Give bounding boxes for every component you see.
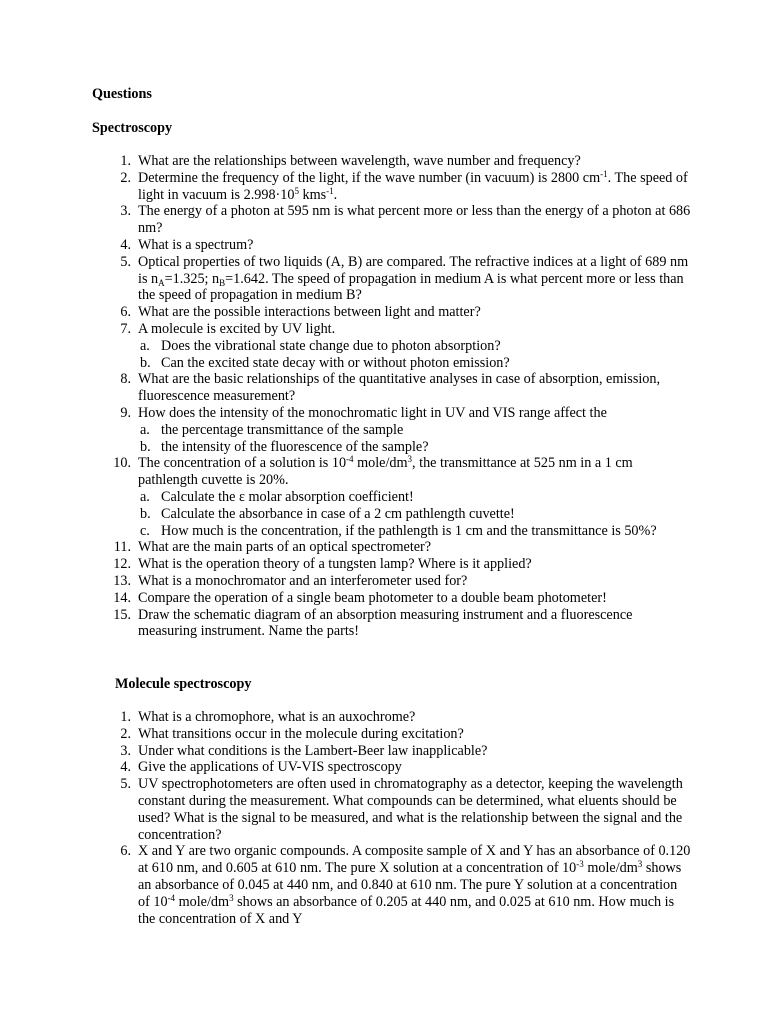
question-item <box>92 709 692 726</box>
question-item <box>92 726 692 743</box>
sub-question-item: b. Can the excited state decay with or without photon emission? <box>140 354 510 371</box>
question-item <box>92 556 692 573</box>
question-item <box>92 759 692 776</box>
question-number: 1. <box>120 709 131 725</box>
question-number: 3. <box>120 742 131 759</box>
document-title: Questions <box>92 86 152 102</box>
question-text: What are the basic relationships of the quantitative analyses in case of absorption, emission, fluorescence measurement? <box>138 371 661 405</box>
sub-question-list <box>138 338 692 372</box>
question-number: 2. <box>120 169 131 186</box>
question-text: UV spectrophotometers are often used in chromatography as a detector, keeping the wavelength constant during the measurement. What compounds can be determined, what eluents should be used? What is the signal to be measured, and what is the relationship between the signal and the concentration? <box>138 776 683 843</box>
question-text: What is a chromophore, what is an auxochrome? <box>138 709 416 725</box>
question-text: What transitions occur in the molecule during excitation? <box>138 725 464 742</box>
question-item <box>92 153 692 170</box>
question-item <box>92 590 692 607</box>
sub-question-list <box>138 489 692 539</box>
molecule-spectroscopy-question-list <box>92 709 692 927</box>
question-number: 7. <box>120 320 131 337</box>
question-text: Under what conditions is the Lambert-Beer law inapplicable? <box>138 742 488 759</box>
question-text: Draw the schematic diagram of an absorption measuring instrument and a fluorescence measuring instrument. Name the parts! <box>138 606 633 640</box>
question-text: The energy of a photon at 595 nm is what percent more or less than the energy of a photon at 686 nm? <box>138 203 691 237</box>
question-text: How does the intensity of the monochromatic light in UV and VIS range affect the <box>138 404 607 421</box>
sub-question-item: c. How much is the concentration, if the pathlength is 1 cm and the transmittance is 50%? <box>140 522 657 539</box>
question-item <box>92 455 692 539</box>
question-item <box>92 843 692 927</box>
question-number: 2. <box>120 725 131 742</box>
question-number: 6. <box>120 304 131 321</box>
sub-question-item: b. the intensity of the fluorescence of the sample? <box>140 438 429 455</box>
question-number: 12. <box>113 556 131 573</box>
section-heading-molecule-spectroscopy: Molecule spectroscopy <box>115 676 252 692</box>
question-number: 15. <box>113 606 131 623</box>
question-number: 5. <box>120 776 131 793</box>
question-text: A molecule is excited by UV light. <box>138 320 336 337</box>
section-heading-spectroscopy: Spectroscopy <box>92 120 173 136</box>
question-number: 6. <box>120 843 131 860</box>
question-text: X and Y are two organic compounds. A composite sample of X and Y has an absorbance of 0.120 at 610 nm, and 0.605 at 610 nm. The pure X solution at a concentration of $10^{-3}$ mole/$dm^3$ shows an absorbance of 0.045 at 440 nm, and 0.840 at 610 nm. The pure Y solution at a concentration of $10^{-4}$ mole/$dm^3$ shows an absorbance of 0.205 at 440 nm, and 0.025 at 610 nm. How much is the concentration of X and Y <box>138 843 691 927</box>
question-item <box>92 539 692 556</box>
question-item <box>92 405 692 455</box>
question-item <box>92 170 692 204</box>
question-text: Give the applications of UV-VIS spectroscopy <box>138 759 402 776</box>
question-number: 4. <box>120 236 131 253</box>
question-item <box>92 743 692 760</box>
question-number: 9. <box>120 404 131 421</box>
question-text: Optical properties of two liquids (A, B) are compared. The refractive indices at a light of 689 nm is $n_A=1.325$; $n_B=1.642$. The speed of propagation in medium A is what percent more or less than the speed of propagation in medium B? <box>138 253 689 304</box>
sub-question-list <box>138 422 692 456</box>
question-number: 10. <box>113 455 131 472</box>
sub-question-item: a. Does the vibrational state change due to photon absorption? <box>140 337 501 354</box>
question-number: 13. <box>113 572 131 589</box>
question-text: What are the relationships between wavelength, wave number and frequency? <box>138 153 581 169</box>
question-item <box>92 321 692 371</box>
question-number: 3. <box>120 203 131 220</box>
question-text: What is the operation theory of a tungsten lamp? Where is it applied? <box>138 556 532 573</box>
question-text: The concentration of a solution is $10^{-4}$ mole/$dm^3$, the transmittance at 525 nm in a 1 cm pathlength cuvette is 20%. <box>138 454 633 489</box>
sub-question-item: b. Calculate the absorbance in case of a 2 cm pathlength cuvette! <box>140 505 515 522</box>
question-item <box>92 371 692 405</box>
question-text: Determine the frequency of the light, if the wave number (in vacuum) is 2800 $cm^{-1}$. The speed of light in vacuum is $2.998\cdot 10^5$ kms$^{-1}$. <box>138 168 688 203</box>
question-item <box>92 237 692 254</box>
question-item <box>92 573 692 590</box>
question-number: 1. <box>120 153 131 169</box>
sub-question-item: a. the percentage transmittance of the sample <box>140 421 404 438</box>
question-item <box>92 254 692 304</box>
question-number: 4. <box>120 759 131 776</box>
question-item <box>92 776 692 843</box>
question-text: What are the main parts of an optical spectrometer? <box>138 539 432 556</box>
question-number: 5. <box>120 253 131 270</box>
question-text: What is a monochromator and an interferometer used for? <box>138 572 468 589</box>
question-item <box>92 607 692 641</box>
question-text: What are the possible interactions between light and matter? <box>138 304 481 321</box>
question-number: 14. <box>113 589 131 606</box>
question-item <box>92 304 692 321</box>
question-item <box>92 203 692 237</box>
question-number: 11. <box>113 539 131 556</box>
question-text: Compare the operation of a single beam photometer to a double beam photometer! <box>138 589 607 606</box>
question-number: 8. <box>120 371 131 388</box>
question-text: What is a spectrum? <box>138 236 254 253</box>
sub-question-item: a. Calculate the ε molar absorption coefficient! <box>140 488 414 505</box>
spectroscopy-question-list <box>92 153 692 640</box>
